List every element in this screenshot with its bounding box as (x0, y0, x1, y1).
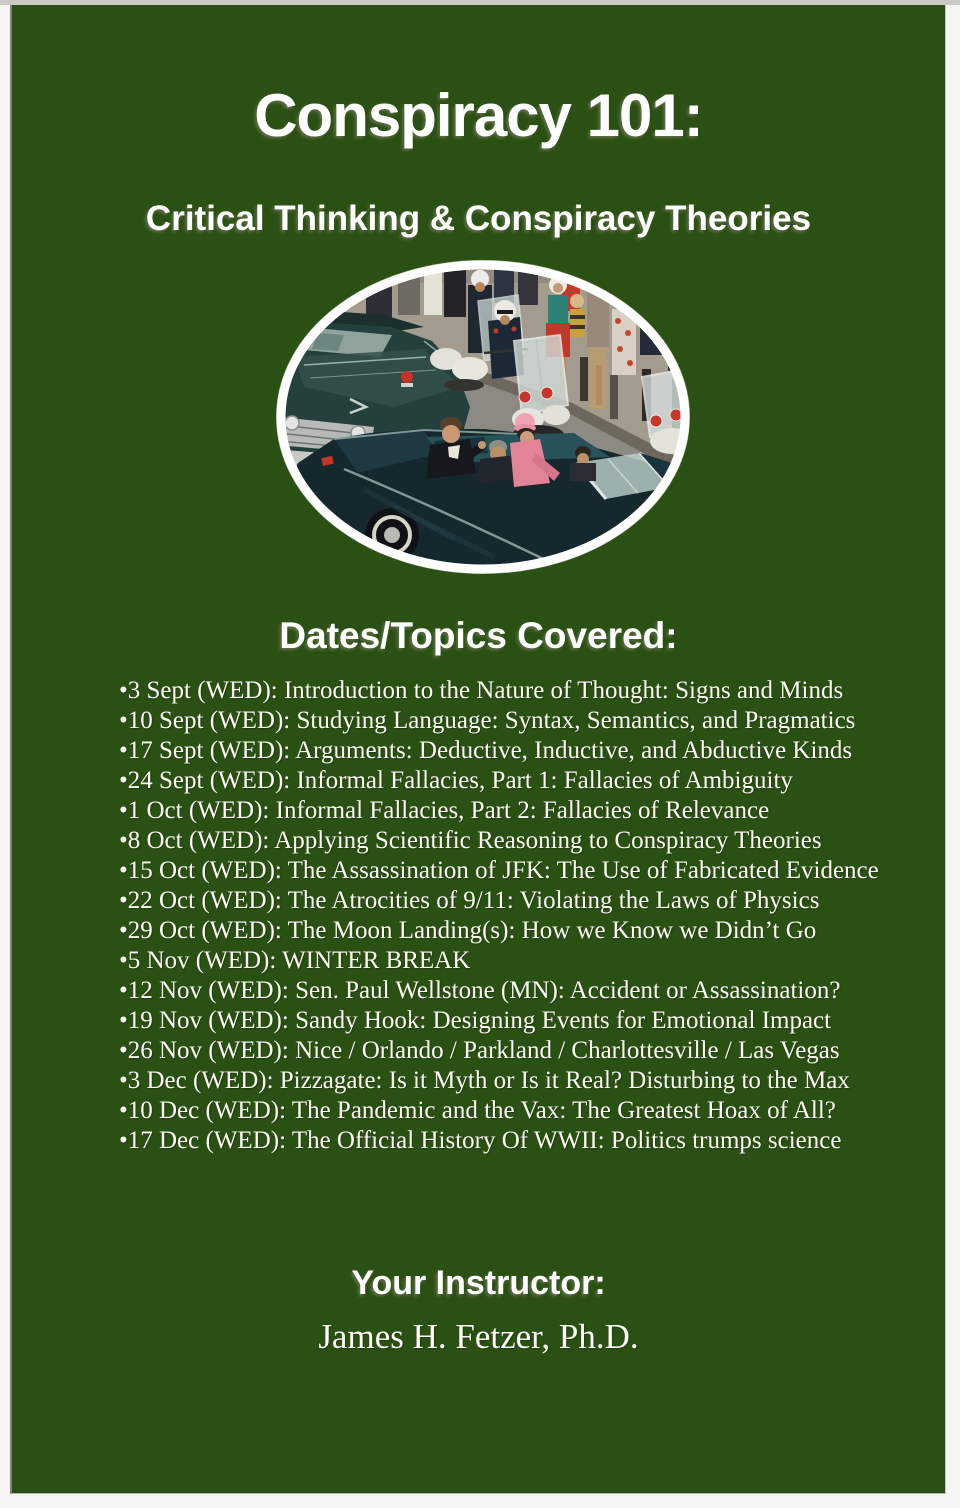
schedule-item: •3 Dec (WED): Pizzagate: Is it Myth or Is it Real? Disturbing to the Max (119, 1067, 850, 1094)
instructor-heading: Your Instructor: (351, 1264, 606, 1302)
schedule-heading: Dates/Topics Covered: (279, 615, 678, 656)
schedule-item: •3 Sept (WED): Introduction to the Nature of Thought: Signs and Minds (119, 677, 844, 704)
schedule-item: •19 Nov (WED): Sandy Hook: Designing Events for Emotional Impact (119, 1007, 832, 1034)
schedule-item: •29 Oct (WED): The Moon Landing(s): How we Know we Didn’t Go (119, 917, 817, 944)
schedule-item: •10 Dec (WED): The Pandemic and the Vax: The Greatest Hoax of All? (119, 1097, 836, 1124)
schedule-list (119, 676, 915, 1156)
schedule-item: •22 Oct (WED): The Atrocities of 9/11: Violating the Laws of Physics (119, 887, 820, 914)
schedule-item: •24 Sept (WED): Informal Fallacies, Part 1: Fallacies of Ambiguity (119, 767, 793, 794)
instructor-name: James H. Fetzer, Ph.D. (318, 1317, 639, 1356)
slide (10, 5, 946, 1494)
schedule-item: •5 Nov (WED): WINTER BREAK (119, 947, 471, 974)
course-title: Conspiracy 101: (254, 82, 703, 149)
jfk-motorcade-illustration (274, 257, 692, 577)
course-subtitle: Critical Thinking & Conspiracy Theories (145, 199, 812, 238)
schedule-item: •15 Oct (WED): The Assassination of JFK: The Use of Fabricated Evidence (119, 857, 879, 884)
schedule-item: •17 Dec (WED): The Official History Of WWII: Politics trumps science (119, 1127, 842, 1154)
schedule-item: •17 Sept (WED): Arguments: Deductive, Inductive, and Abductive Kinds (119, 737, 853, 764)
schedule-item: •26 Nov (WED): Nice / Orlando / Parkland / Charlottesville / Las Vegas (119, 1037, 840, 1064)
schedule-item: •8 Oct (WED): Applying Scientific Reasoning to Conspiracy Theories (119, 827, 822, 854)
schedule-item: •10 Sept (WED): Studying Language: Syntax, Semantics, and Pragmatics (119, 707, 856, 734)
jfk-motorcade-photo (274, 257, 692, 577)
schedule-item: •1 Oct (WED): Informal Fallacies, Part 2: Fallacies of Relevance (119, 797, 770, 824)
schedule-item: •12 Nov (WED): Sen. Paul Wellstone (MN): Accident or Assassination? (119, 977, 841, 1004)
